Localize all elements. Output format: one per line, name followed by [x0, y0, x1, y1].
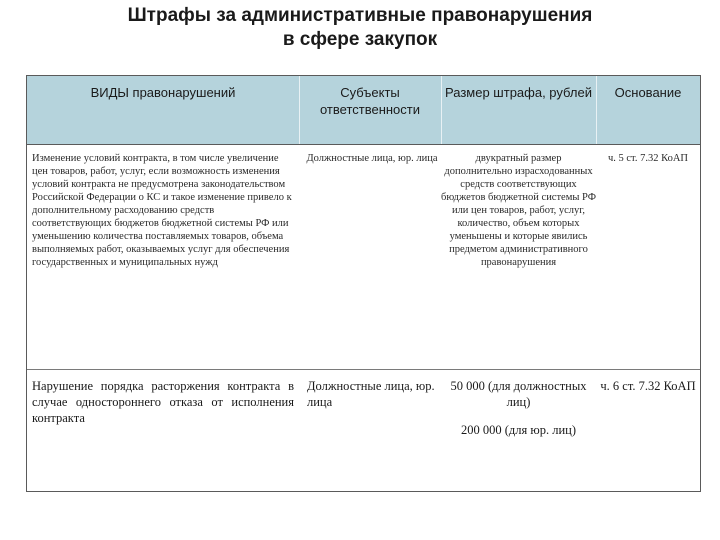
- responsible-subjects: Должностные лица, юр. лица: [307, 379, 435, 409]
- legal-basis: ч. 5 ст. 7.32 КоАП: [607, 153, 688, 164]
- table-row: [27, 144, 700, 369]
- fine-officials: 50 000 (для должностных лиц): [450, 379, 587, 409]
- page-title-line-2: в сфере закупок: [282, 29, 438, 50]
- header-violation-types: ВИДЫ правонарушений: [90, 85, 236, 100]
- violation-description: Изменение условий контракта, в том числе увеличение цен товаров, работ, услуг, если возможность изменения условий контракта не предусмотрена законодательством Российской Федерации о КС и такое изменение привело к дополнительному расходованию средств соответствующих бюджетов бюджетной системы РФ или уменьшению количества поставляемых товаров, объема выполняемых работ, оказываемых услуг для обеспечения государственных и муниципальных нужд: [32, 153, 292, 268]
- responsible-subjects: Должностные лица, юр. лица: [306, 153, 438, 164]
- fine-amount: двукратный размер дополнительно израсходованных средств соответствующих бюджетов бюджетной системы РФ или цен товаров, работ, услуг, количество, объем которых уменьшены и которые явились предметом административного правонарушения: [441, 153, 596, 268]
- table-header-row: [27, 76, 700, 145]
- fine-amount: [441, 370, 596, 438]
- header-fine-amount: Размер штрафа, рублей: [445, 85, 592, 100]
- page-title-line-1: Штрафы за административные правонарушения: [127, 5, 593, 26]
- fine-legal-entities: 200 000 (для юр. лиц): [460, 423, 576, 437]
- table-row: [27, 369, 700, 492]
- violation-description: Нарушение порядка расторжения контракта в случае одностороннего отказа от исполнения контракта: [32, 379, 294, 425]
- header-legal-basis: Основание: [614, 85, 682, 100]
- header-responsible-subjects: Субъекты ответственности: [319, 85, 420, 117]
- legal-basis: ч. 6 ст. 7.32 КоАП: [600, 379, 696, 393]
- page-title: [0, 4, 720, 52]
- fines-table: [26, 75, 701, 492]
